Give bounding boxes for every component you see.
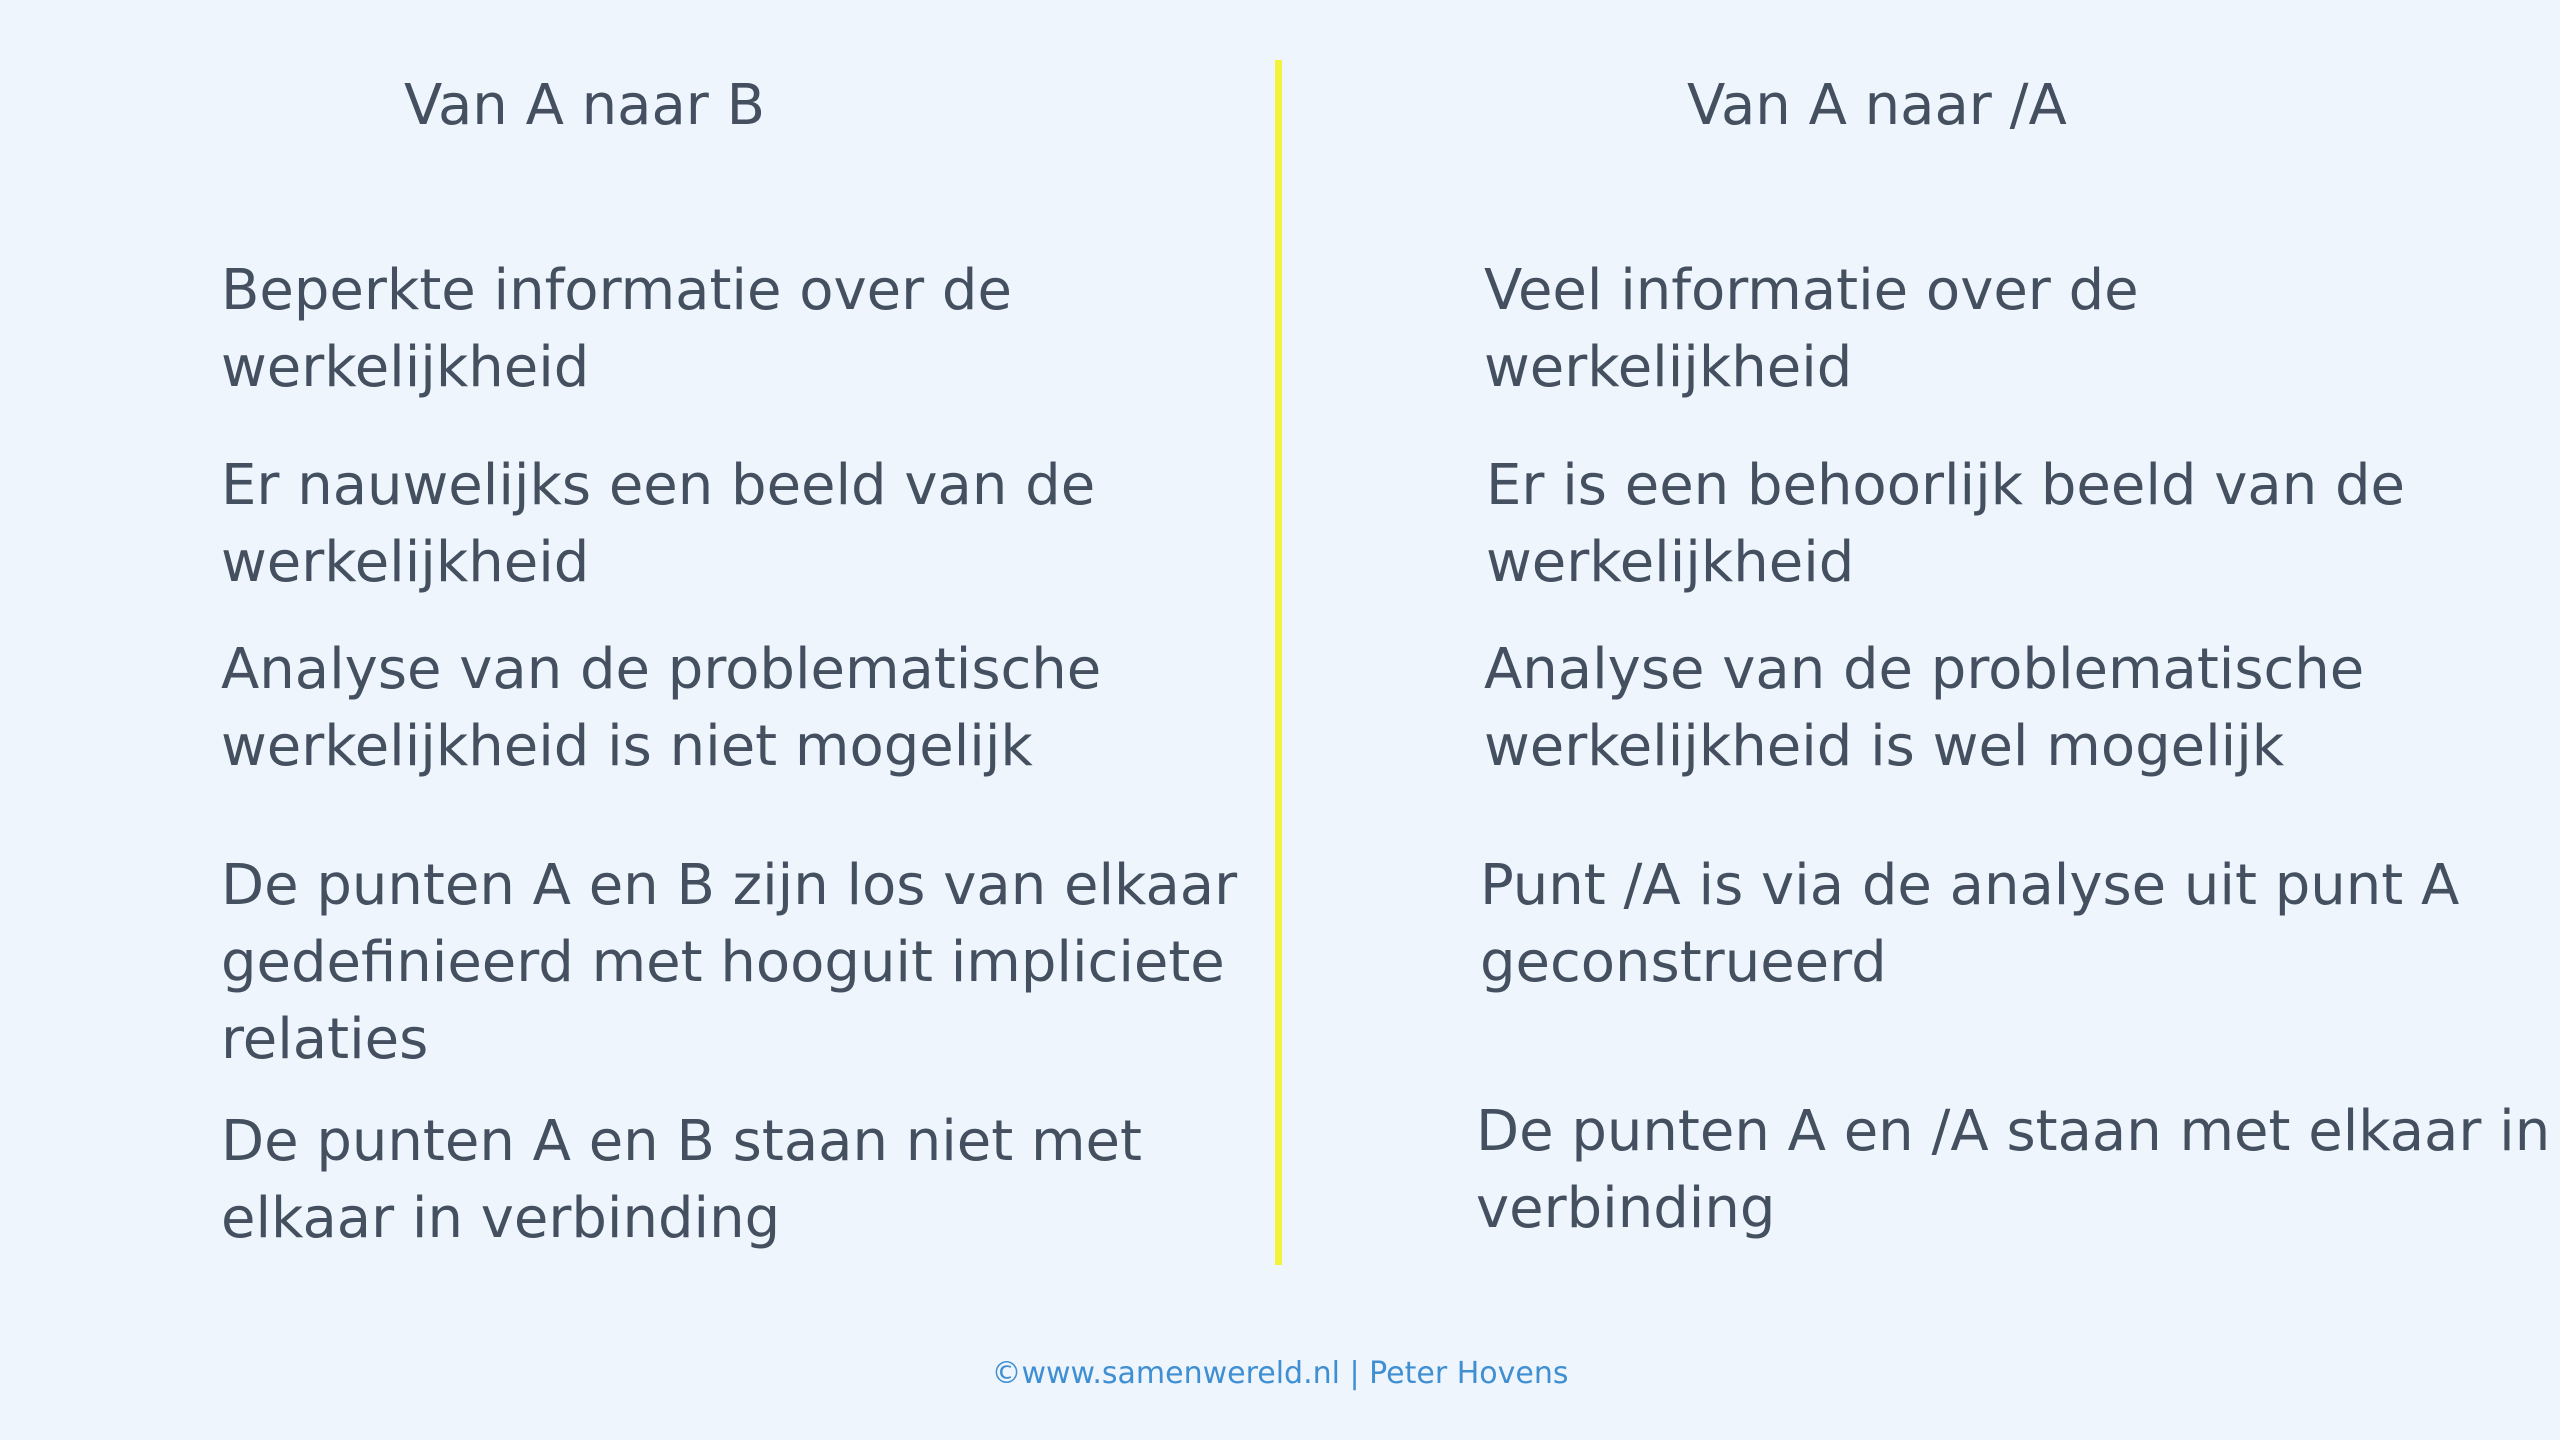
left-item-1 — [221, 252, 1012, 406]
column-divider — [1275, 60, 1282, 1265]
left-item-3-line-1: Analyse van de problematische — [221, 637, 1102, 702]
left-column-heading: Van A naar B — [404, 73, 766, 138]
left-item-2-line-2: werkelijkheid — [221, 530, 590, 595]
left-item-2 — [221, 447, 1095, 601]
left-item-3-line-2: werkelijkheid is niet mogelijk — [221, 714, 1033, 779]
left-item-2-line-1: Er nauwelijks een beeld van de — [221, 453, 1096, 518]
left-item-4 — [221, 847, 1237, 1078]
right-item-4-line-2: geconstrueerd — [1480, 930, 1887, 995]
left-item-1-line-2: werkelijkheid — [221, 335, 590, 400]
right-item-5-line-1: De punten A en /A staan met elkaar in — [1476, 1099, 2551, 1164]
left-item-5-line-2: elkaar in verbinding — [221, 1186, 781, 1251]
right-item-3 — [1484, 631, 2364, 785]
left-item-5-line-1: De punten A en B staan niet met — [221, 1109, 1142, 1174]
left-item-4-line-1: De punten A en B zijn los van elkaar — [221, 853, 1238, 918]
left-item-3 — [221, 631, 1101, 785]
right-item-2-line-2: werkelijkheid — [1486, 530, 1855, 595]
right-item-1 — [1484, 252, 2139, 406]
right-item-5 — [1476, 1093, 2550, 1247]
right-item-4 — [1480, 847, 2459, 1001]
left-item-4-line-3: relaties — [221, 1007, 429, 1072]
right-item-5-line-2: verbinding — [1476, 1176, 1776, 1241]
right-item-1-line-1: Veel informatie over de — [1484, 258, 2139, 323]
copyright-footer: ©www.samenwereld.nl | Peter Hovens — [991, 1356, 1569, 1391]
right-column-heading: Van A naar /A — [1687, 73, 2067, 138]
right-item-2-line-1: Er is een behoorlijk beeld van de — [1486, 453, 2405, 518]
right-item-3-line-2: werkelijkheid is wel mogelijk — [1484, 714, 2285, 779]
left-item-4-line-2: gedefinieerd met hooguit impliciete — [221, 930, 1225, 995]
left-item-1-line-1: Beperkte informatie over de — [221, 258, 1012, 323]
right-item-2 — [1486, 447, 2405, 601]
right-item-1-line-2: werkelijkheid — [1484, 335, 1853, 400]
right-item-3-line-1: Analyse van de problematische — [1484, 637, 2365, 702]
left-item-5 — [221, 1103, 1142, 1257]
right-item-4-line-1: Punt /A is via de analyse uit punt A — [1480, 853, 2460, 918]
